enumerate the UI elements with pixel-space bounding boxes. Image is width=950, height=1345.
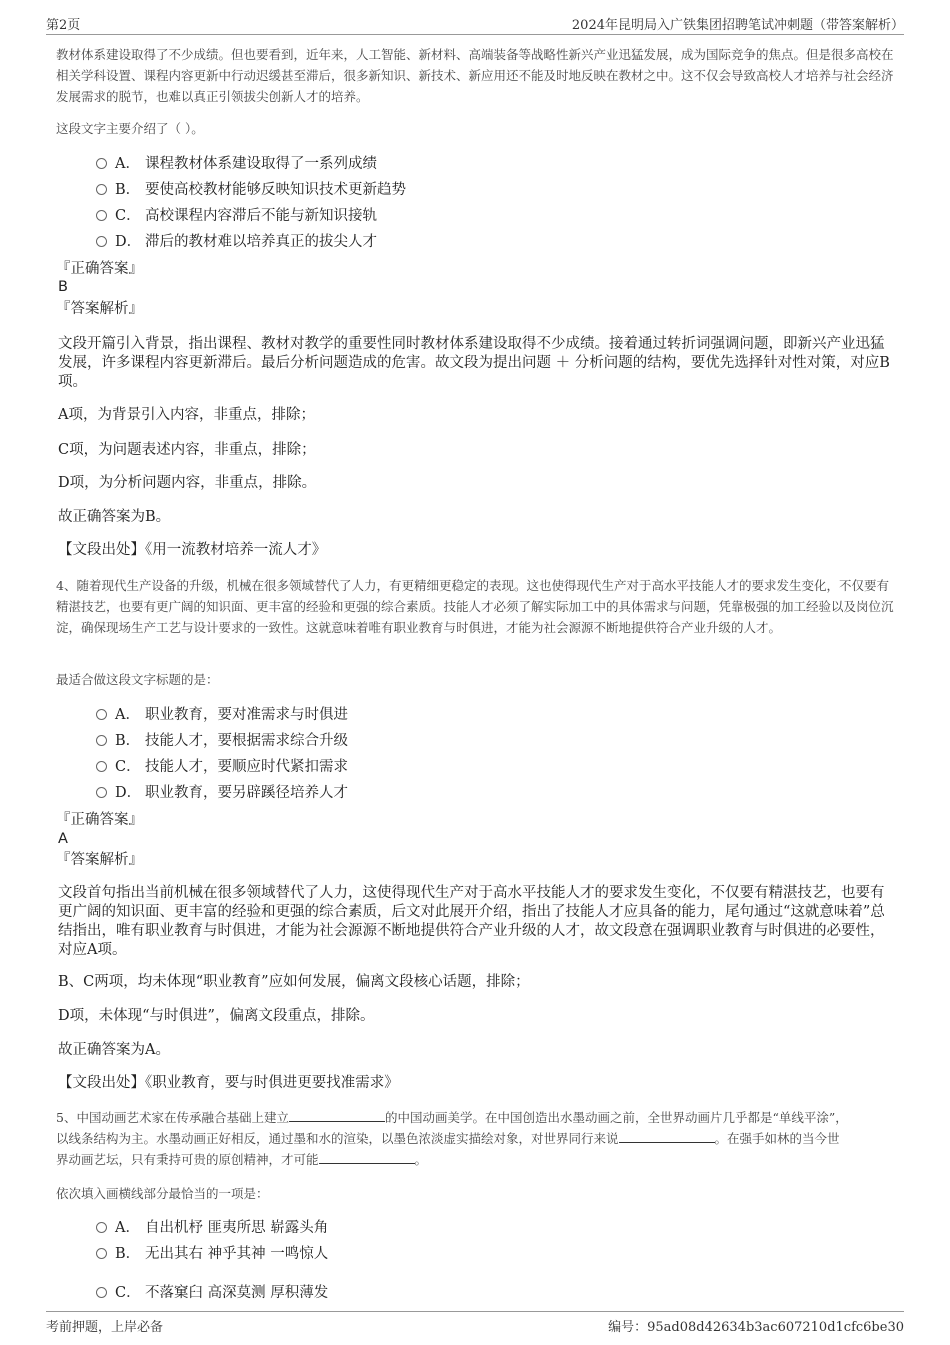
q3-source: 【文段出处】《用一流教材培养一流人才》	[58, 542, 327, 558]
page-footer	[46, 1311, 904, 1338]
radio-icon[interactable]	[96, 709, 107, 720]
radio-icon[interactable]	[96, 735, 107, 746]
radio-icon[interactable]	[96, 1222, 107, 1233]
fill-blank-1[interactable]	[289, 1109, 385, 1122]
q3-passage: 教材体系建设取得了不少成绩。但也要看到，近年来，人工智能、新材料、高端装备等战略性新兴产业迅猛发展，成为国际竞争的焦点。但是很多高校在相关学科设置、课程内容更新中行动迟缓甚至滞后，很多新知识、新技术、新应用还不能及时地反映在教材之中。这不仅会导致高校人才培养与社会经济发展需求的脱节，也难以真正引领拔尖创新人才的培养。	[56, 47, 894, 104]
q3-option-d[interactable]: D． 滞后的教材难以培养真正的拔尖人才	[96, 232, 377, 252]
q4-note-d: D项，未体现“与时俱进”，偏离文段重点，排除。	[58, 1008, 375, 1024]
q3-note-a: A项，为背景引入内容，非重点，排除；	[58, 407, 315, 423]
q4-question: 最适合做这段文字标题的是：	[56, 672, 219, 687]
radio-icon[interactable]	[96, 761, 107, 772]
q4-note-bc: B、C两项，均未体现“职业教育”应如何发展，偏离文段核心话题，排除；	[58, 974, 530, 990]
q3-option-c[interactable]: C． 高校课程内容滞后不能与新知识接轨	[96, 206, 377, 226]
q4-conclusion: 故正确答案为A。	[58, 1042, 170, 1058]
radio-icon[interactable]	[96, 210, 107, 221]
radio-icon[interactable]	[96, 787, 107, 798]
q3-analysis-label: 『答案解析』	[56, 301, 143, 317]
q4-source: 【文段出处】《职业教育，要与时俱进更要找准需求》	[58, 1075, 399, 1091]
radio-icon[interactable]	[96, 1248, 107, 1259]
q4-passage: 4、随着现代生产设备的升级，机械在很多领域替代了人力，有更精细更稳定的表现。这也使得现代生产对于高水平技能人才的要求发生变化，不仅要有精湛技艺，也要有更广阔的知识面、更丰富的经验和更强的综合素质。技能人才必须了解实际加工中的具体需求与问题，凭靠极强的加工经验以及岗位沉淀，确保现场生产工艺与设计要求的一致性。这就意味着唯有职业教育与时俱进，才能为社会源源不断地提供符合产业升级的人才。	[56, 578, 894, 635]
page-header	[46, 10, 904, 35]
q5-option-b[interactable]: B． 无出其右 神乎其神 一鸣惊人	[96, 1244, 328, 1264]
q3-note-d: D项，为分析问题内容，非重点，排除。	[58, 475, 317, 491]
fill-blank-3[interactable]	[319, 1151, 415, 1164]
radio-icon[interactable]	[96, 1287, 107, 1298]
q5-passage: 5、中国动画艺术家在传承融合基础上建立 的中国动画美学。在中国创造出水墨动画之前，全世界动画片几乎都是“单线平涂”， 以线条结构为主。水墨动画正好相反，通过墨和水的渲染，以墨色浓淡虚实描绘对象，对世界同行来说 。在强手如林的当今世 界动画艺坛，只有秉持可贵的原创精神，才可能 。	[56, 1110, 848, 1167]
q3-option-a[interactable]: A． 课程教材体系建设取得了一系列成绩	[96, 154, 377, 174]
q4-option-d[interactable]: D． 职业教育，要另辟蹊径培养人才	[96, 783, 348, 803]
document-title: 2024年昆明局入广铁集团招聘笔试冲刺题（带答案解析）	[571, 18, 904, 33]
q3-analysis: 文段开篇引入背景，指出课程、教材对教学的重要性同时教材体系建设取得不少成绩。接着通过转折词强调问题，即新兴产业迅猛发展，许多课程内容更新滞后。最后分析问题造成的危害。故文段为提出问题 ＋ 分析问题的结构，要优先选择针对性对策，对应B项。	[58, 336, 890, 390]
q4-option-a[interactable]: A． 职业教育，要对准需求与时俱进	[96, 705, 348, 725]
q4-answer-label: 『正确答案』	[56, 812, 143, 828]
q3-option-b[interactable]: B． 要使高校教材能够反映知识技术更新趋势	[96, 180, 406, 200]
radio-icon[interactable]	[96, 236, 107, 247]
page-number: 第2页	[46, 18, 81, 33]
q3-answer: B	[58, 279, 68, 295]
q3-conclusion: 故正确答案为B。	[58, 509, 171, 525]
q5-question: 依次填入画横线部分最恰当的一项是：	[56, 1186, 269, 1201]
q3-question: 这段文字主要介绍了（ ）。	[56, 121, 204, 136]
q4-analysis: 文段首句指出当前机械在很多领域替代了人力，这使得现代生产对于高水平技能人才的要求发生变化，不仅要有精湛技艺，也要有更广阔的知识面、更丰富的经验和更强的综合素质，后文对此展开介绍，指出了技能人才应具备的能力，尾句通过“这就意味着”总结指出，唯有职业教育与时俱进，才能为社会源源不断地提供符合产业升级的人才，故文段意在强调职业教育与时俱进的必要性，对应A项。	[58, 885, 885, 958]
radio-icon[interactable]	[96, 158, 107, 169]
q4-option-b[interactable]: B． 技能人才，要根据需求综合升级	[96, 731, 348, 751]
fill-blank-2[interactable]	[619, 1130, 715, 1143]
document-code: 编号：95ad08d42634b3ac607210d1cfc6be30	[608, 1320, 904, 1335]
q3-answer-label: 『正确答案』	[56, 261, 143, 277]
footer-slogan: 考前押题，上岸必备	[46, 1320, 164, 1335]
q4-answer: A	[58, 831, 68, 847]
q4-option-c[interactable]: C． 技能人才，要顺应时代紧扣需求	[96, 757, 348, 777]
q3-note-c: C项，为问题表述内容，非重点，排除；	[58, 442, 316, 458]
q4-analysis-label: 『答案解析』	[56, 852, 143, 868]
q5-option-c[interactable]: C． 不落窠臼 高深莫测 厚积薄发	[96, 1283, 328, 1303]
radio-icon[interactable]	[96, 184, 107, 195]
q5-option-a[interactable]: A． 自出机杼 匪夷所思 崭露头角	[96, 1218, 328, 1238]
